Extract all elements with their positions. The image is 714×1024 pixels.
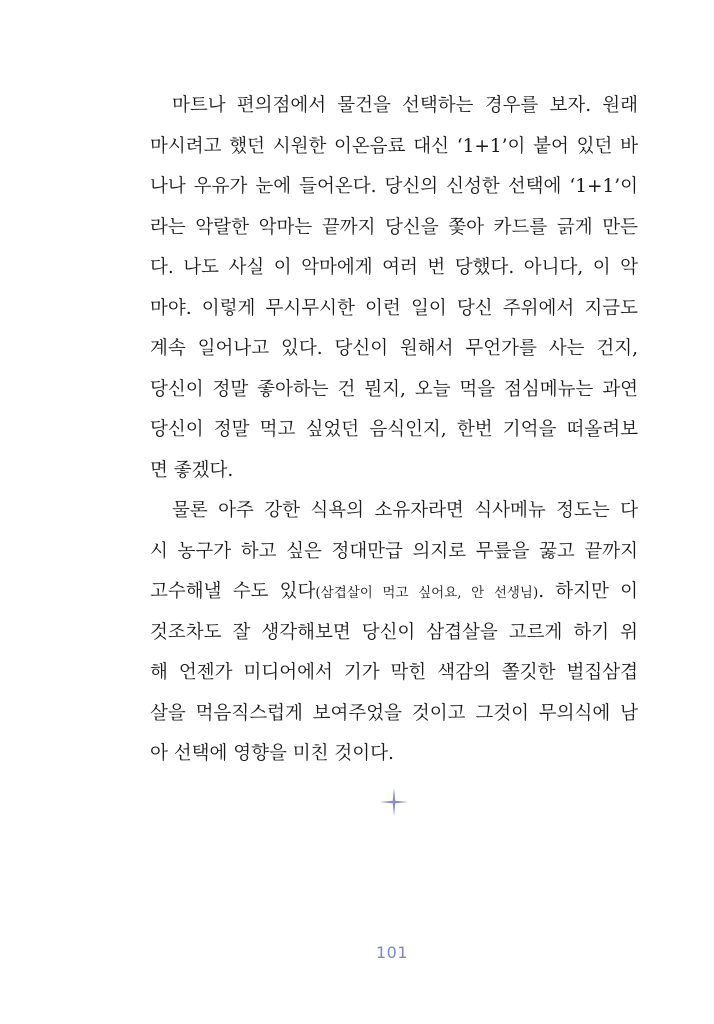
text-line: 마트나 편의점에서 물건을 선택하는 경우를 보자. 원래 bbox=[172, 95, 638, 116]
text-line: 살을 먹음직스럽게 보여주었을 것이고 그것이 무의식에 남 bbox=[150, 702, 638, 724]
text-line-mixed bbox=[150, 572, 638, 613]
text-line: 당신이 정말 좋아하는 건 뭔지, 오늘 먹을 점심메뉴는 과연 bbox=[150, 378, 638, 400]
text-line: 아 선택에 영향을 미친 것이다. bbox=[150, 743, 394, 764]
text-line: 라는 악랄한 악마는 끝까지 당신을 쫓아 카드를 긁게 만든 bbox=[150, 216, 638, 238]
text-line: 물론 아주 강한 식욕의 소유자라면 식사메뉴 정도는 다 bbox=[172, 500, 638, 521]
four-point-star-icon bbox=[379, 787, 409, 817]
text-line: 시 농구가 하고 싶은 정대만급 의지로 무릎을 꿇고 끝까지 bbox=[150, 540, 638, 562]
text-line: 마야. 이렇게 무시무시한 이런 일이 당신 주위에서 지금도 bbox=[150, 297, 638, 319]
text-line: 마시려고 했던 시원한 이온음료 대신 ‘1+1’이 붙어 있던 바 bbox=[150, 135, 638, 157]
text-line: 나나 우유가 눈에 들어온다. 당신의 신성한 선택에 ‘1+1’이 bbox=[150, 176, 638, 197]
text-line: 해 언젠가 미디어에서 기가 막힌 색감의 쫄깃한 벌집삼겹 bbox=[150, 662, 638, 683]
page-number: 101 bbox=[375, 943, 409, 962]
aside-note: (삼겹살이 먹고 싶어요, 안 선생님) bbox=[315, 585, 539, 601]
text-line: 것조차도 잘 생각해보면 당신이 삼겹살을 고르게 하기 위 bbox=[150, 621, 638, 643]
text-segment: . 하지만 이 bbox=[538, 581, 638, 602]
text-segment: 고수해낼 수도 있다 bbox=[150, 581, 316, 602]
text-line: 다. 나도 사실 이 악마에게 여러 번 당했다. 아니다, 이 악 bbox=[150, 257, 638, 278]
text-line: 계속 일어나고 있다. 당신이 원해서 무언가를 사는 건지, bbox=[150, 338, 638, 359]
text-line: 면 좋겠다. bbox=[150, 459, 234, 481]
body-text bbox=[150, 86, 638, 775]
text-line: 당신이 정말 먹고 싶었던 음식인지, 한번 기억을 떠올려보 bbox=[150, 419, 638, 440]
